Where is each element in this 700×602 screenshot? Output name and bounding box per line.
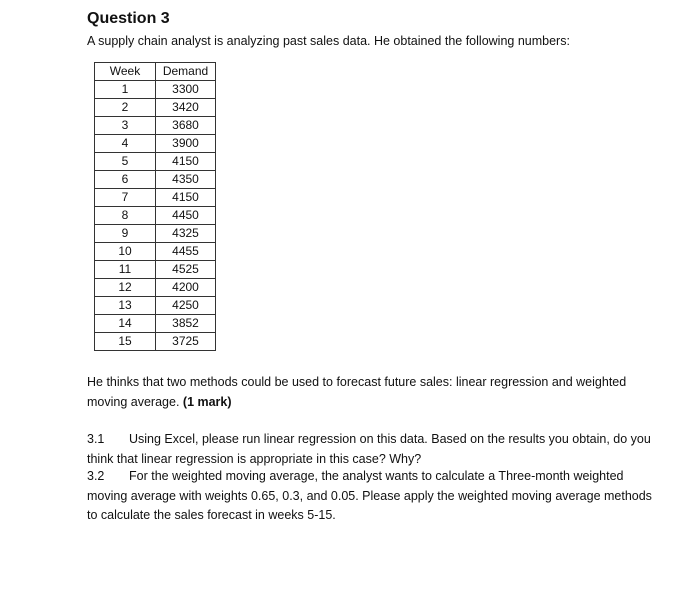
week-cell: 13 (95, 297, 156, 315)
week-cell: 12 (95, 279, 156, 297)
week-cell: 1 (95, 81, 156, 99)
table-row (95, 189, 216, 207)
demand-cell: 4250 (156, 297, 216, 315)
subquestion-3-1 (87, 430, 662, 469)
week-cell: 8 (95, 207, 156, 225)
table-row (95, 279, 216, 297)
demand-cell: 4450 (156, 207, 216, 225)
mark-label: (1 mark) (182, 394, 232, 409)
demand-cell: 3852 (156, 315, 216, 333)
table-row (95, 243, 216, 261)
table-row (95, 117, 216, 135)
week-cell: 14 (95, 315, 156, 333)
week-cell: 2 (95, 99, 156, 117)
question-intro: A supply chain analyst is analyzing past sales data. He obtained the following numbers: (87, 34, 570, 48)
week-cell: 11 (95, 261, 156, 279)
table-row (95, 207, 216, 225)
table-header-row (95, 63, 216, 81)
table-row (95, 315, 216, 333)
table-row (95, 297, 216, 315)
week-cell: 7 (95, 189, 156, 207)
demand-cell: 4150 (156, 189, 216, 207)
demand-table (94, 62, 216, 351)
demand-cell: 4150 (156, 153, 216, 171)
table-row (95, 135, 216, 153)
demand-cell: 3725 (156, 333, 216, 351)
week-column-header: Week (95, 63, 156, 81)
subquestion-text: Using Excel, please run linear regression on this data. Based on the results you obtain, do you think that linear regression is appropriate in this case? Why? (87, 432, 651, 466)
demand-column-header: Demand (156, 63, 216, 81)
demand-cell: 3300 (156, 81, 216, 99)
methods-paragraph (87, 373, 662, 412)
table-row (95, 171, 216, 189)
demand-cell: 3900 (156, 135, 216, 153)
demand-cell: 4525 (156, 261, 216, 279)
week-cell: 10 (95, 243, 156, 261)
question-title: Question 3 (87, 10, 170, 27)
week-cell: 6 (95, 171, 156, 189)
subquestion-number: 3.1 (87, 432, 105, 446)
subquestion-number: 3.2 (87, 469, 105, 483)
week-cell: 3 (95, 117, 156, 135)
table-row (95, 225, 216, 243)
demand-cell: 4200 (156, 279, 216, 297)
demand-cell: 4350 (156, 171, 216, 189)
week-cell: 9 (95, 225, 156, 243)
subquestion-text: For the weighted moving average, the analyst wants to calculate a Three-month weighted moving average with weights 0.65, 0.3, and 0.05. Please apply the weighted moving average methods to calculate the sales forecast in weeks 5-15. (87, 469, 652, 522)
demand-cell: 4325 (156, 225, 216, 243)
table-row (95, 153, 216, 171)
table-row (95, 99, 216, 117)
demand-cell: 4455 (156, 243, 216, 261)
week-cell: 5 (95, 153, 156, 171)
methods-text: He thinks that two methods could be used to forecast future sales: linear regression and weighted moving average. (87, 375, 627, 409)
table-row (95, 333, 216, 351)
demand-cell: 3420 (156, 99, 216, 117)
demand-table-body (95, 81, 216, 351)
week-cell: 15 (95, 333, 156, 351)
table-row (95, 81, 216, 99)
table-row (95, 261, 216, 279)
demand-cell: 3680 (156, 117, 216, 135)
subquestion-3-2 (87, 467, 662, 526)
week-cell: 4 (95, 135, 156, 153)
